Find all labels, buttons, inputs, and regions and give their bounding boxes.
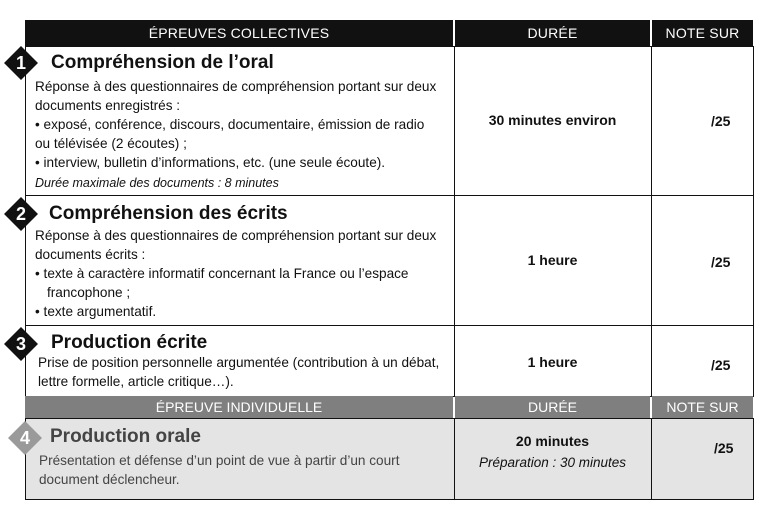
section-4-duration [454,433,651,470]
section-2-description: Réponse à des questionnaires de compréhension portant sur deux documents écrits : • texte à caractère informatif concernant la France ou l’espace francophone ; • texte argumentatif. [35,228,437,319]
section-3-duration: 1 heure [527,354,578,370]
section-4-preparation: Préparation : 30 minutes [478,455,627,470]
section-1-number-badge: 1 [4,46,38,80]
section-1-note: /25 [711,113,731,129]
row-1-note-cell [651,46,754,196]
section-3-note: /25 [711,357,731,373]
section-2-number-badge: 2 [4,197,38,231]
row-3-note-cell [651,325,754,397]
section-1-description: Réponse à des questionnaires de compréhension portant sur deux documents enregistrés : • exposé, conférence, discours, documentaire, émission de radio ou télévisée (2 écoutes) ; • interview, bulletin d’informations, etc. (une seule écoute). Durée maximale des documents : 8 minutes [35,79,437,190]
section-2-note: /25 [711,254,731,270]
section-2-title: Compréhension des écrits [49,203,288,224]
section-4-number-badge: 4 [8,421,42,455]
row-4-note-cell [651,418,754,500]
section-1-duration: 30 minutes environ [488,112,617,128]
section-3-number-badge: 3 [4,327,38,361]
header-duree: DURÉE [455,20,650,46]
header2-note-sur: NOTE SUR [652,396,753,418]
section-4-note: /25 [714,440,734,456]
section-4-description: Présentation et défense d’un point de vue à partir d’un court document déclencheur. [39,453,400,487]
header-note-sur: NOTE SUR [652,20,753,46]
section-3-title: Production écrite [51,332,208,353]
header-epreuve-individuelle: ÉPREUVE INDIVIDUELLE [25,396,453,418]
section-2-duration: 1 heure [527,252,578,268]
header2-duree: DURÉE [455,396,650,418]
section-4-title: Production orale [50,426,201,447]
section-3-description: Prise de position personnelle argumentée (contribution à un débat, lettre formelle, article critique…). [38,355,440,389]
row-2-note-cell [651,195,754,326]
header-epreuves-collectives: ÉPREUVES COLLECTIVES [25,20,453,46]
section-1-title: Compréhension de l’oral [51,52,274,73]
section-4-duration-value: 20 minutes [515,433,590,449]
